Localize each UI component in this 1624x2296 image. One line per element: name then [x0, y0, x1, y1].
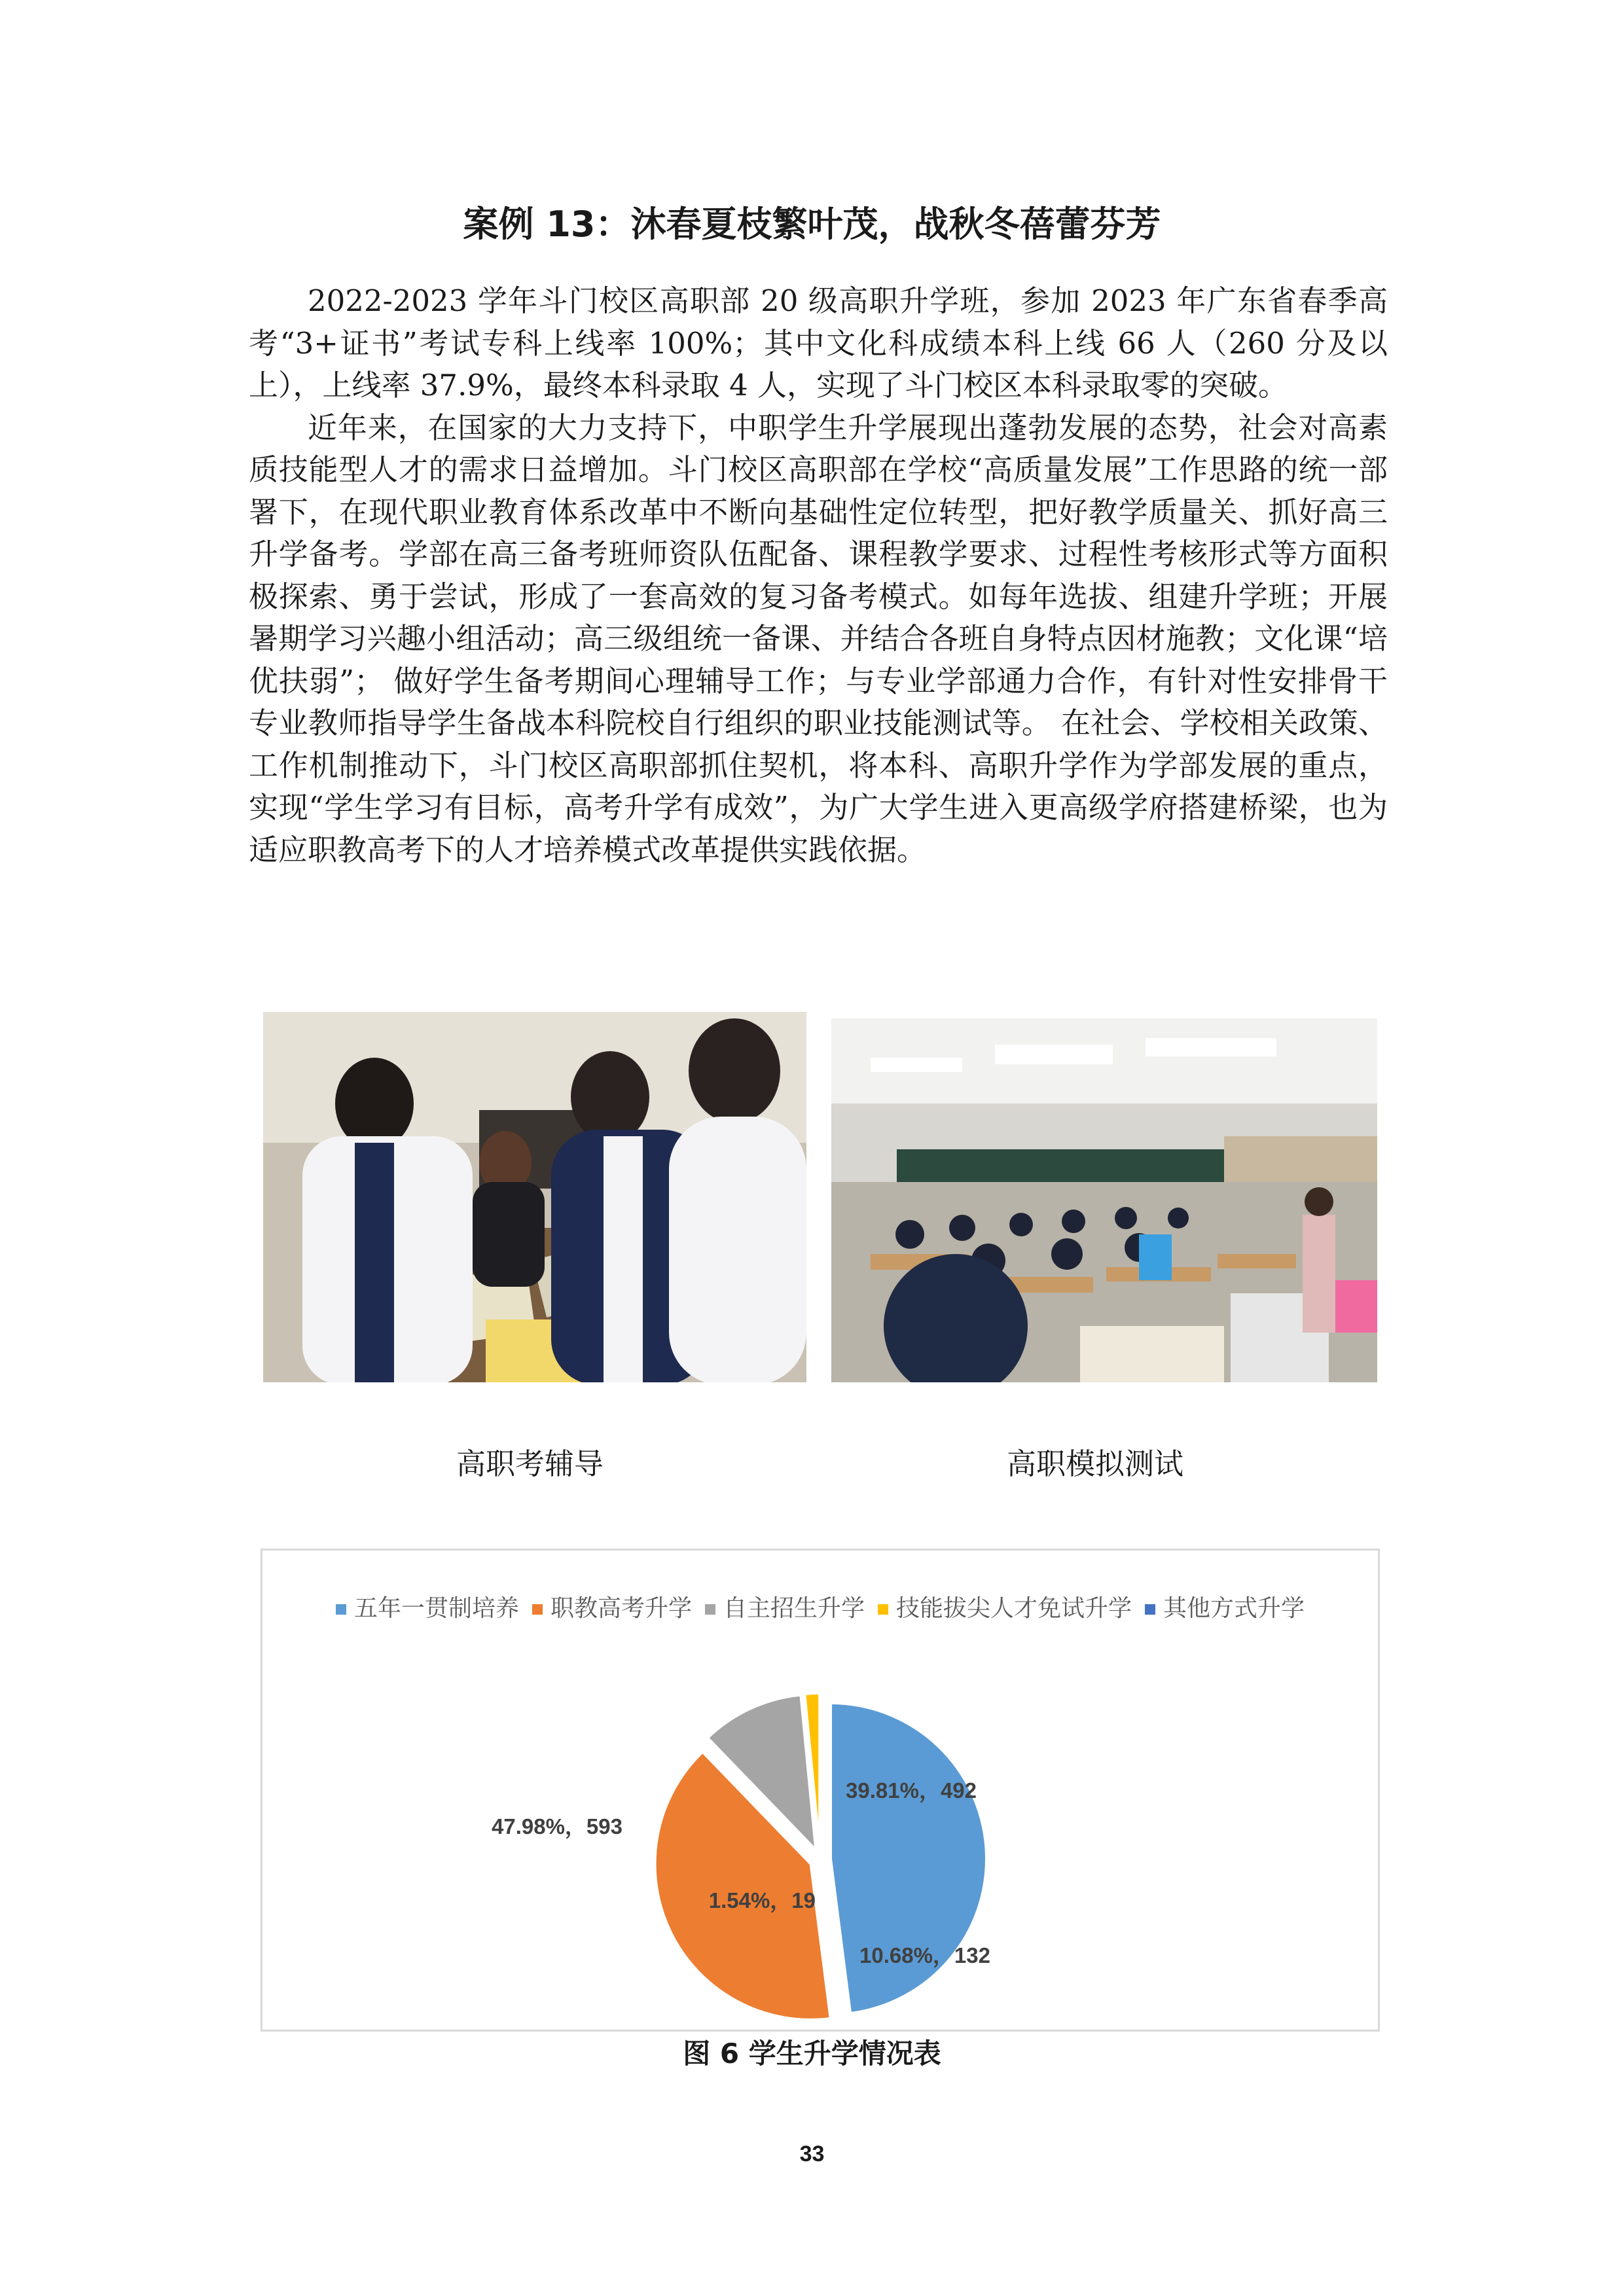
- photo-tutoring: [263, 1012, 806, 1382]
- figure-caption: 图 6 学生升学情况表: [683, 2037, 941, 2070]
- legend-label: 职教高考升学: [550, 1595, 692, 1622]
- legend-label: 技能拔尖人才免试升学: [896, 1595, 1132, 1622]
- pie-chart: [262, 1551, 1378, 2030]
- photo-caption-mock-test: 高职模拟测试: [1007, 1446, 1184, 1481]
- legend-label: 自主招生升学: [723, 1595, 865, 1622]
- pie-data-label: 1.54%，19: [708, 1888, 816, 1912]
- page-number: 33: [799, 2142, 825, 2166]
- paragraph-1: 2022-2023 学年斗门校区高职部 20 级高职升学班，参加 2023 年广东省春季高考“3+证书”考试专科上线率 100%；其中文化科成绩本科上线 66 人（260 分及以上），上线率 37.9%，最终本科录取 4 人，实现了斗门校区本科录取零的突破。: [249, 283, 1388, 403]
- paragraph-2: 近年来，在国家的大力支持下，中职学生升学展现出蓬勃发展的态势，社会对高素质技能型人才的需求日益增加。斗门校区高职部在学校“高质量发展”工作思路的统一部署下，在现代职业教育体系改革中不断向基础性定位转型，把好教学质量关、抓好高三升学备考。学部在高三备考班师资队伍配备、课程教学要求、过程性考核形式等方面积极探索、勇于尝试，形成了一套高效的复习备考模式。如每年选拔、组建升学班；开展暑期学习兴趣小组活动；高三级组统一备课、并结合各班自身特点因材施教；文化课“培优扶弱”； 做好学生备考期间心理辅导工作；与专业学部通力合作，有针对性安排骨干专业教师指导学生备战本科院校自行组织的职业技能测试等。 在社会、学校相关政策、工作机制推动下，斗门校区高职部抓住契机，将本科、高职升学作为学部发展的重点，实现“学生学习有目标，高考升学有成效”，为广大学生进入更高级学府搭建桥梁，也为适应职教高考下的人才培养模式改革提供实践依据。: [249, 410, 1388, 867]
- pie-data-label: 47.98%，593: [492, 1814, 623, 1839]
- body-text: [249, 280, 1388, 871]
- photo-caption-tutoring: 高职考辅导: [456, 1446, 604, 1481]
- pie-data-label: 39.81%，492: [846, 1778, 977, 1803]
- pie-chart-frame: [261, 1549, 1380, 2032]
- legend-label: 其他方式升学: [1163, 1595, 1305, 1622]
- legend-label: 五年一贯制培养: [353, 1595, 519, 1622]
- page-title: 案例 13：沐春夏枝繁叶茂，战秋冬蓓蕾芬芳: [463, 204, 1161, 245]
- pie-data-label: 10.68%，132: [859, 1943, 990, 1967]
- photo-mock-test: [831, 1018, 1377, 1382]
